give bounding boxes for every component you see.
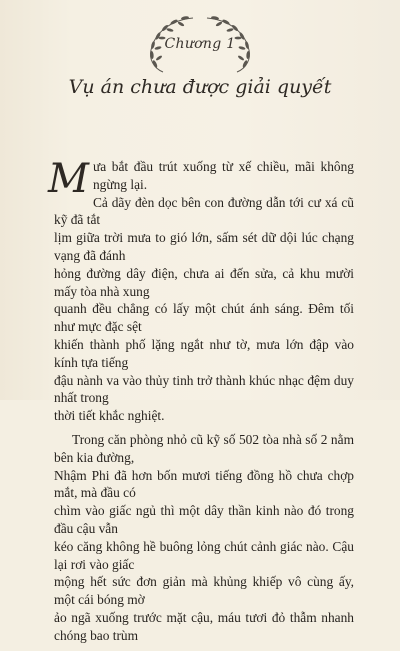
text-line: ảo ngã xuống trước mặt cậu, máu tươi đỏ thẫm nhanh chóng bao trùm xyxy=(54,609,354,643)
text-line: Trong căn phòng nhỏ cũ kỹ số 502 tòa nhà số 2 nằm bên kia đường, xyxy=(54,431,354,465)
body-text xyxy=(48,156,354,651)
text-line: mộng hết sức đơn giản mà khủng khiếp vô cùng ấy, một cái bóng mờ xyxy=(54,574,354,608)
text-line: chìm vào giấc ngủ thì một dây thần kinh nào đó trong đầu cậu vẫn xyxy=(54,503,354,536)
text-line: lịm giữa trời mưa to gió lớn, sấm sét dữ dội lúc chạng vạng đã đánh xyxy=(54,230,354,263)
text-line: quanh đều chẳng có lấy một chút ánh sáng. Đêm tối như mực đặc sệt xyxy=(54,301,354,335)
text-line: đậu nành va vào thủy tinh trở thành khúc nhạc đệm duy nhất trong xyxy=(54,372,354,406)
text-line: hỏng đường dây điện, chưa ai đến sửa, cả khu mười mấy tòa nhà xung xyxy=(54,265,354,299)
text-line: Nhậm Phi đã hơn bốn mươi tiếng đồng hồ chưa chợp mắt, mà đầu có xyxy=(54,467,354,501)
text-line: kéo căng không hề buông lỏng chút cảnh giác nào. Cậu lại rơi vào giấc xyxy=(54,538,354,572)
chapter-number: Chương 1 xyxy=(164,36,236,52)
paragraph-1 xyxy=(48,156,354,425)
chapter-title: Vụ án chưa được giải quyết xyxy=(68,76,332,98)
text-line: Cả dãy đèn dọc bên con đường dẫn tới cư xá cũ kỹ đã tắt xyxy=(54,194,354,228)
text-line: ưa bắt đầu trút xuống từ xế chiều, mãi không ngừng lại. xyxy=(92,159,354,192)
drop-cap: M xyxy=(48,156,89,202)
paragraph-2 xyxy=(54,431,354,645)
text-line: khiến thành phố lặng ngắt như tờ, mưa lớn đập vào kính tựa tiếng xyxy=(54,336,354,370)
text-line: thời tiết khắc nghiệt. xyxy=(54,408,165,424)
